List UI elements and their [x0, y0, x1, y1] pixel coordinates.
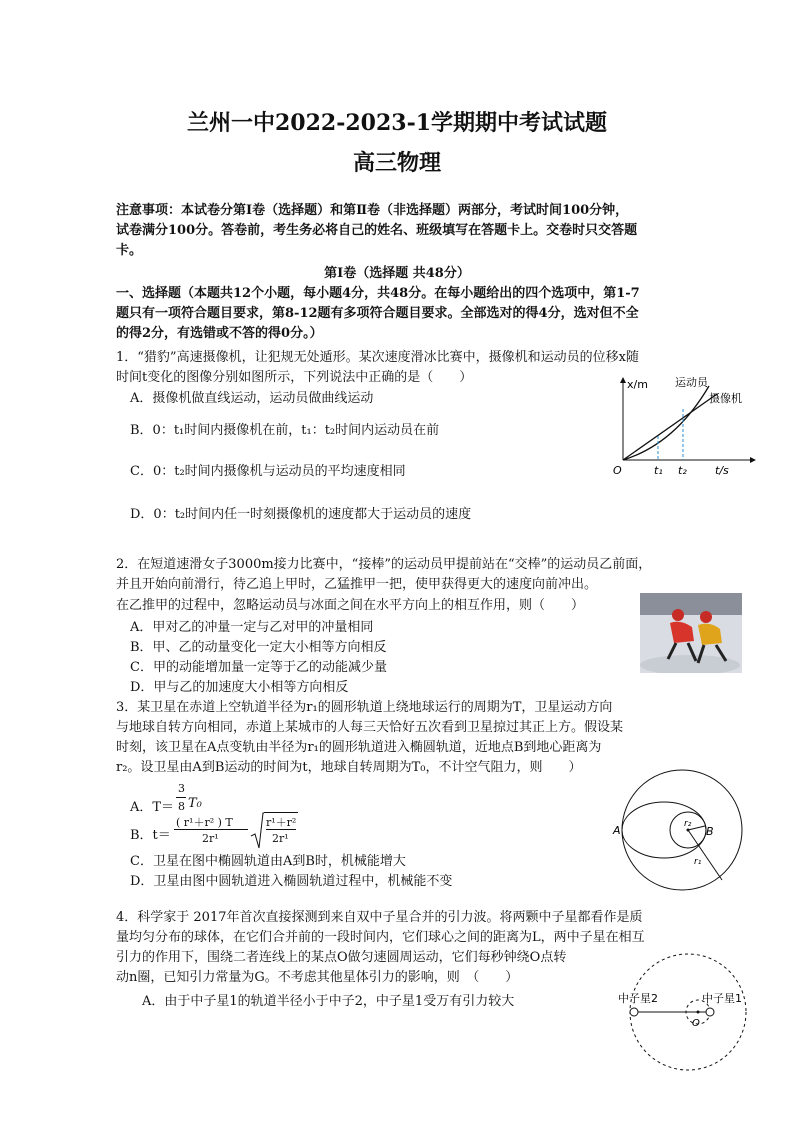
section-intro — [116, 284, 696, 344]
q3-b-num1: ( r¹＋r² ) T — [176, 816, 233, 829]
origin-label: O — [613, 464, 622, 477]
q3-b-prefix: B．t＝ — [130, 828, 171, 843]
question-2 — [116, 555, 651, 595]
t2-label: t₂ — [678, 464, 687, 477]
r2-label: r₂ — [684, 819, 692, 829]
q3-b-num2: r¹＋r² — [266, 816, 297, 829]
q4-stem-line: 量均匀分布的球体，在它们合并前的一段时间内，它们球心之间的距离为L，两中子星在相互 — [116, 930, 645, 945]
q4-stem-line: 动n圈，已知引力常量为G。不考虑其他星体引力的影响，则 （ ） — [116, 970, 519, 985]
q4-stem-line: 引力的作用下，围绕二者连线上的某点O做匀速圆周运动，它们每秒钟绕O点转 — [116, 950, 567, 965]
page-title: 兰州一中2022-2023-1学期期中考试试题 — [186, 110, 608, 136]
r1-label: r₁ — [694, 857, 702, 867]
notice-line: 试卷满分100分。答卷前，考生务必将自己的姓名、班级填写在答题卡上。交卷时只交答题 — [116, 223, 638, 238]
fraction-bar — [174, 829, 248, 830]
sqrt-bar — [264, 812, 298, 813]
q3-stem-line: r₂。设卫星由A到B运动的时间为t，地球自转周期为T₀，不计空气阻力，则 ） — [116, 760, 582, 775]
neutron-star-1 — [706, 1008, 714, 1016]
question-4 — [116, 908, 645, 988]
q3-options-cd — [130, 852, 452, 892]
q2-options — [130, 618, 387, 698]
page-subtitle: 高三物理 — [352, 150, 441, 176]
center-label: O — [692, 1018, 700, 1029]
q2-option-a: A．甲对乙的冲量一定与乙对甲的冲量相同 — [130, 620, 374, 635]
neutron-star-2 — [630, 1008, 638, 1016]
intro-line: 一、选择题（本题共12个小题，每小题4分，共48分。在每小题给出的四个选项中，第1-7 — [116, 286, 640, 301]
question-3 — [116, 698, 623, 778]
y-label: x/m — [627, 378, 648, 391]
intro-line: 题只有一项符合题目要求，第8-12题有多项符合题目要求。全部选对的得4分，选对但不全 — [116, 306, 639, 321]
q2-option-d: D．甲与乙的加速度大小相等方向相反 — [130, 680, 349, 695]
q1-option-d: D．0：t₂时间内任一时刻摄像机的速度都大于运动员的速度 — [130, 507, 472, 522]
sqrt-sign — [250, 812, 264, 850]
q3-stem-line: 与地球自转方向相同，赤道上某城市的人每三天恰好五次看到卫星掠过其正上方。假设某 — [116, 720, 624, 735]
q2-stem-line: 2．在短道速滑女子3000m接力比赛中，“接棒”的运动员甲提前站在“交棒”的运动员乙前面， — [116, 557, 652, 572]
elliptical-orbit — [622, 802, 706, 858]
q3-stem-line: 时刻，该卫星在A点变轨由半径为r₁的圆形轨道进入椭圆轨道，近地点B到地心距离为 — [116, 740, 602, 755]
q3-a-den: 8 — [178, 800, 185, 813]
fraction-bar — [176, 797, 186, 798]
skating-photo — [640, 593, 742, 673]
neutron-star-figure — [612, 952, 762, 1072]
q1-stem-line: 时间t变化的图像分别如图所示，下列说法中正确的是（ ） — [116, 370, 473, 385]
q4-option-a: A．由于中子星1的轨道半径小于中子2，中子星1受万有引力较大 — [142, 994, 515, 1009]
q2-option-c: C．甲的动能增加量一定等于乙的动能减少量 — [130, 660, 387, 675]
q3-a-num: 3 — [178, 782, 185, 795]
q1-stem-line: 1．“猎豹”高速摄像机，让犯规无处遁形。某次速度滑冰比赛中，摄像机和运动员的位移x随 — [116, 350, 639, 365]
athlete-label: 运动员 — [675, 376, 708, 389]
t1-label: t₁ — [654, 464, 663, 477]
notice-line: 注意事项：本试卷分第Ⅰ卷（选择题）和第Ⅱ卷（非选择题）两部分，考试时间100分钟， — [116, 203, 629, 218]
q2-stem-line: 并且开始向前滑行，待乙追上甲时，乙猛推甲一把，使甲获得更大的速度向前冲出。 — [116, 577, 598, 592]
q3-option-c: C．卫星在图中椭圆轨道由A到B时，机械能增大 — [130, 854, 406, 869]
q2-stem-line: 在乙推甲的过程中，忽略运动员与冰面之间在水平方向上的相互作用，则（ ） — [116, 598, 585, 613]
q3-option-d: D．卫星由图中圆轨道进入椭圆轨道过程中，机械能不变 — [130, 874, 453, 889]
notice-line: 卡。 — [116, 243, 143, 258]
q2-option-b: B．甲、乙的动量变化一定大小相等方向相反 — [130, 640, 387, 655]
q1-xt-graph — [605, 372, 765, 482]
q3-stem-line: 3．某卫星在赤道上空轨道半径为r₁的圆形轨道上绕地球运行的周期为T，卫星运动方向 — [116, 700, 613, 715]
point-a: A — [613, 824, 621, 837]
q4-stem-line: 4．科学家于 2017年首次直接探测到来自双中子星合并的引力波。将两颗中子星都看作是质 — [116, 910, 643, 925]
intro-line: 的得2分，有选错或不答的得0分。） — [116, 326, 323, 341]
q1-option-c: C．0：t₂时间内摄像机与运动员的平均速度相同 — [130, 464, 406, 479]
q1-option-a: A．摄像机做直线运动，运动员做曲线运动 — [130, 391, 374, 406]
star1-label: 中子星1 — [702, 992, 742, 1005]
camera-line — [623, 394, 717, 460]
q3-a-suffix: T₀ — [188, 796, 202, 811]
section-heading: 第Ⅰ卷（选择题 共48分） — [324, 266, 470, 281]
athlete-curve — [623, 386, 709, 460]
q3-a-prefix: A．T＝ — [130, 800, 175, 815]
q1-option-b: B．0：t₁时间内摄像机在前，t₁：t₂时间内运动员在前 — [130, 423, 440, 438]
camera-label: 摄像机 — [709, 392, 742, 405]
q3-b-den1: 2r¹ — [202, 832, 219, 845]
orbit-figure — [610, 768, 754, 894]
fraction-bar — [266, 829, 296, 830]
q3-b-den2: 2r¹ — [272, 832, 289, 845]
notice — [116, 201, 696, 261]
x-label: t/s — [715, 464, 729, 477]
question-1 — [116, 348, 639, 388]
circular-orbit — [622, 770, 742, 890]
star2-label: 中子星2 — [618, 992, 658, 1005]
point-b: B — [706, 825, 714, 838]
